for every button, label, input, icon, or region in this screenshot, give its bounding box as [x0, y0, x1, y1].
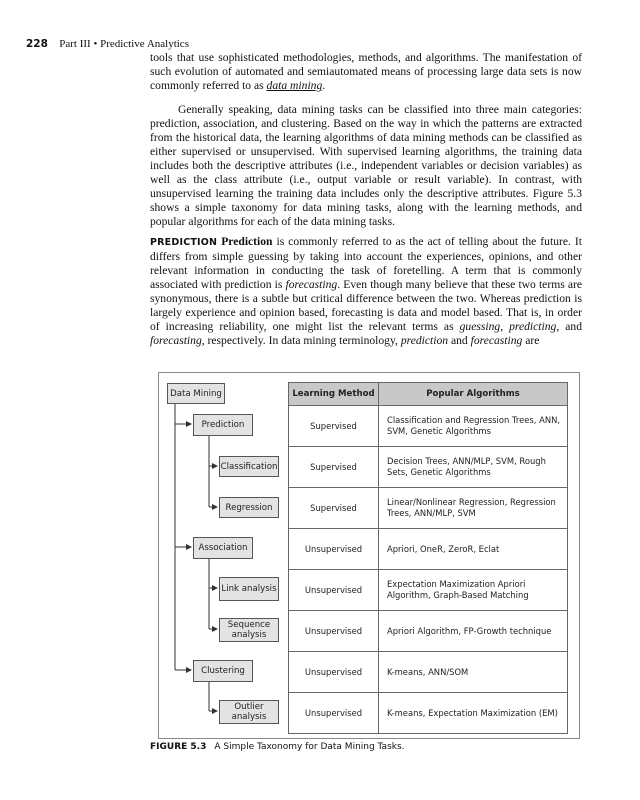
- table-row: [288, 611, 568, 652]
- node-prediction: Prediction: [193, 414, 253, 436]
- table-row: [288, 693, 568, 734]
- p3-em-4: prediction: [400, 334, 449, 347]
- table-row: [288, 406, 568, 447]
- node-association: Association: [193, 537, 253, 559]
- term-prediction: Prediction: [221, 235, 273, 248]
- p3-text-6: are: [522, 334, 540, 347]
- col-header-method: Learning Method: [288, 382, 379, 406]
- row-method: Supervised: [289, 447, 379, 487]
- row-method: Unsupervised: [289, 611, 379, 651]
- figure-caption: [150, 742, 405, 752]
- p2-text: Generally speaking, data mining tasks can be classified into three main categories: prediction, association, and clustering. Based on the way in which the patterns are extracted from the historical data, the learning algorithms of data mining methods can be classified as either supervised or unsupervised. With supervised learning algorithms, the training data includes both the descriptive attributes (i.e., independent variables or decision variables) as well as the class attribute (i.e., output variable or result variable). In contrast, with unsupervised learning the training data includes only the descriptive attributes. Figure 5.3 shows a simple taxonomy for data mining tasks, along with the learning methods, and popular algorithms for each of the data mining tasks.: [150, 103, 582, 228]
- section-run-head: PREDICTION: [150, 237, 218, 248]
- running-head: Part III • Predictive Analytics: [59, 38, 189, 50]
- row-method: Unsupervised: [289, 570, 379, 610]
- p3-text-5: and: [448, 334, 471, 347]
- row-method: Supervised: [289, 406, 379, 446]
- p3-em-1: forecasting: [285, 278, 338, 291]
- row-algorithms: Apriori Algorithm, FP-Growth technique: [387, 625, 552, 636]
- p3-text-1: is commonly referred to as the act of telling about the future. It differs from simple guessing by taking into account the experiences, opinions, and other relevant information in conducting the task of foretelling. A term that is commonly associated with prediction is: [150, 235, 582, 291]
- caption-text: A Simple Taxonomy for Data Mining Tasks.: [214, 742, 405, 752]
- row-method: Unsupervised: [289, 652, 379, 692]
- p3-text-2: . Even though many believe that these two terms are synonymous, there is a subtle but critical difference between the two. Whereas prediction is largely experience and opinion based, forecasting is data and model based. That is, in order of increasing reliability, one might list the relevant terms as: [150, 278, 582, 333]
- table-row: [288, 570, 568, 611]
- row-algorithms: Apriori, OneR, ZeroR, Eclat: [387, 543, 500, 554]
- taxonomy-figure: [158, 372, 580, 739]
- p3-text-3: and: [559, 320, 582, 333]
- table-row: [288, 447, 568, 488]
- page-number: 228: [26, 38, 48, 50]
- page-header: [26, 38, 189, 50]
- node-classification: Classification: [219, 456, 279, 477]
- p1-end: .: [322, 79, 326, 92]
- row-algorithms: Expectation Maximization Apriori Algorithm, Graph-Based Matching: [387, 579, 529, 600]
- paragraph-3: [150, 235, 582, 348]
- node-data-mining: Data Mining: [167, 383, 225, 404]
- caption-label: FIGURE 5.3: [150, 742, 207, 752]
- node-link-analysis: Link analysis: [219, 577, 279, 601]
- row-algorithms: Linear/Nonlinear Regression, Regression Trees, ANN/MLP, SVM: [387, 497, 556, 518]
- row-method: Unsupervised: [289, 529, 379, 569]
- row-algorithms: Decision Trees, ANN/MLP, SVM, Rough Sets, Genetic Algorithms: [387, 456, 546, 477]
- p3-em-3: forecasting,: [150, 334, 205, 347]
- node-sequence-analysis: Sequence analysis: [219, 618, 279, 642]
- node-regression: Regression: [219, 497, 279, 518]
- p3-em-2: guessing, predicting,: [459, 320, 560, 333]
- row-algorithms: K-means, Expectation Maximization (EM): [387, 707, 558, 718]
- row-algorithms: K-means, ANN/SOM: [387, 666, 469, 677]
- node-outlier-analysis: Outlier analysis: [219, 700, 279, 724]
- paragraph-1: [150, 51, 582, 93]
- p3-em-5: forecasting: [470, 334, 523, 347]
- p3-text-4: respectively. In data mining terminology,: [204, 334, 401, 347]
- col-header-algorithms: Popular Algorithms: [378, 382, 568, 406]
- paragraph-2: [150, 103, 582, 229]
- p1-text: tools that use sophisticated methodologies, methods, and algorithms. The manifestation of such evolution of automated and semiautomated means of processing large data sets is now commonly referred to as: [150, 51, 582, 92]
- node-clustering: Clustering: [193, 660, 253, 682]
- table-row: [288, 652, 568, 693]
- row-algorithms: Classification and Regression Trees, ANN, SVM, Genetic Algorithms: [387, 415, 561, 436]
- p1-emphasis: data mining: [266, 79, 323, 92]
- row-method: Supervised: [289, 488, 379, 528]
- table-row: [288, 529, 568, 570]
- table-row: [288, 488, 568, 529]
- row-method: Unsupervised: [289, 693, 379, 733]
